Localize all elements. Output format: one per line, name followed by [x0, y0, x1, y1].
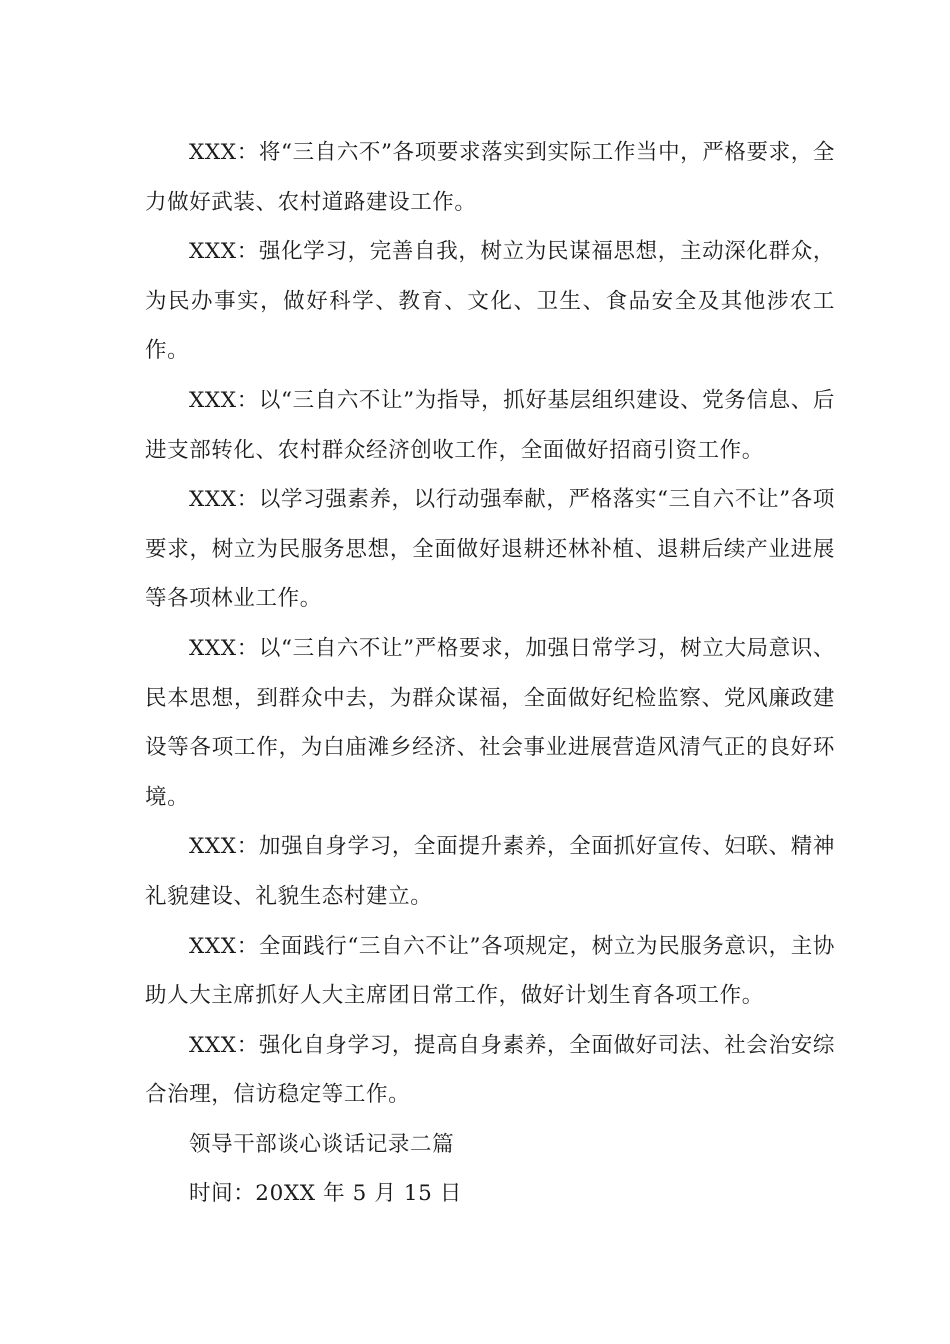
paragraph-linye: XXX：以学习强素养，以行动强奉献，严格落实“三自六不让”各项要求，树立为民服务思想，全面做好退耕还林补植、退耕后续产业进展等各项林业工作。 [145, 487, 835, 612]
paragraph-jijian: XXX：以“三自六不让”严格要求，加强日常学习，树立大局意识、民本思想，到群众中去，为群众谋福，全面做好纪检监察、党风廉政建设等各项工作，为白庙滩乡经济、社会事业进展营造风清气正的良好环境。 [145, 635, 835, 810]
paragraph-sifa: XXX：强化自身学习，提高自身素养，全面做好司法、社会治安综合治理，信访稳定等工作。 [145, 1032, 835, 1108]
document-body [145, 128, 835, 1219]
paragraph-renda: XXX：全面践行“三自六不让”各项规定，树立为民服务意识，主协助人大主席抓好人大主席团日常工作，做好计划生育各项工作。 [145, 933, 835, 1009]
paragraph-jiceng: XXX：以“三自六不让”为指导，抓好基层组织建设、党务信息、后进支部转化、农村群众经济创收工作，全面做好招商引资工作。 [145, 387, 835, 463]
paragraph-xuanchuan: XXX：加强自身学习，全面提升素养，全面抓好宣传、妇联、精神礼貌建设、礼貌生态村建立。 [145, 834, 835, 909]
paragraph-kejiao: XXX：强化学习，完善自我，树立为民谋福思想，主动深化群众，为民办事实，做好科学、教育、文化、卫生、食品安全及其他涉农工作。 [145, 239, 835, 364]
section-title: 领导干部谈心谈话记录二篇 [189, 1131, 455, 1157]
paragraph-wuzhuang: XXX：将“三自六不”各项要求落实到实际工作当中，严格要求，全力做好武装、农村道路建设工作。 [145, 140, 835, 215]
time-line: 时间：20XX 年 5 月 15 日 [189, 1181, 462, 1207]
